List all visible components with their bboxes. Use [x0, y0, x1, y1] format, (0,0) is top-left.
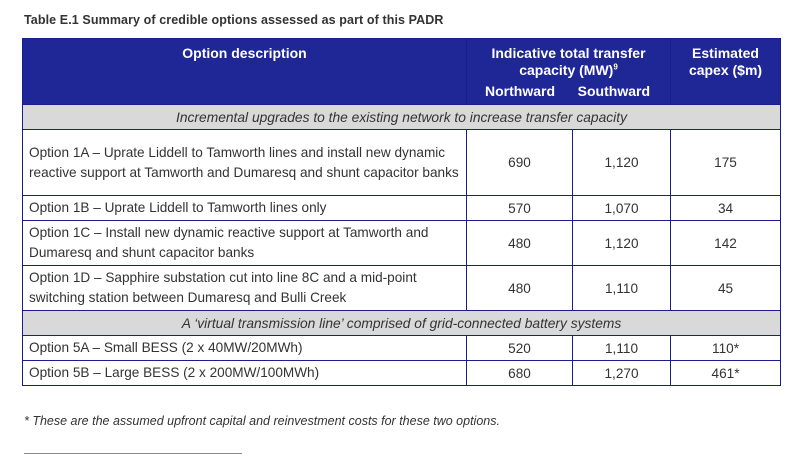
capex-cell: 34 [671, 196, 781, 221]
table-header-row [23, 39, 781, 105]
header-transfer-capacity-label [467, 45, 670, 79]
table-row [23, 266, 781, 311]
capex-cell: 45 [671, 266, 781, 311]
table-row [23, 196, 781, 221]
northward-capacity-cell: 680 [467, 361, 573, 386]
table-row [23, 130, 781, 196]
southward-capacity-cell: 1,120 [573, 221, 671, 266]
table-row [23, 336, 781, 361]
option-description-cell: Option 1B – Uprate Liddell to Tamworth lines only [23, 196, 467, 221]
footnote-divider [24, 453, 242, 454]
section-title: Incremental upgrades to the existing network to increase transfer capacity [23, 105, 781, 130]
southward-capacity-cell: 1,270 [573, 361, 671, 386]
section-header-row [23, 311, 781, 336]
capex-cell: 110* [671, 336, 781, 361]
northward-capacity-cell: 690 [467, 130, 573, 196]
header-capex: Estimated capex ($m) [671, 39, 781, 105]
table-footnote: * These are the assumed upfront capital and reinvestment costs for these two options. [24, 414, 500, 428]
header-transfer-capacity [467, 39, 671, 105]
section-title: A ‘virtual transmission line’ comprised of grid-connected battery systems [23, 311, 781, 336]
southward-capacity-cell: 1,110 [573, 266, 671, 311]
direction-subheaders [467, 79, 670, 100]
option-description-cell: Option 1A – Uprate Liddell to Tamworth lines and install new dynamic reactive support at Tamworth and Dumaresq and shunt capacitor banks [23, 130, 467, 196]
header-option-description: Option description [23, 39, 467, 105]
capex-cell: 142 [671, 221, 781, 266]
northward-capacity-cell: 520 [467, 336, 573, 361]
southward-capacity-cell: 1,120 [573, 130, 671, 196]
table-caption: Table E.1 Summary of credible options assessed as part of this PADR [24, 13, 444, 27]
option-description-cell: Option 1D – Sapphire substation cut into line 8C and a mid-point switching station between Dumaresq and Bulli Creek [23, 266, 467, 311]
table-row [23, 361, 781, 386]
northward-capacity-cell: 480 [467, 221, 573, 266]
transfer-capacity-text: Indicative total transfer capacity (MW) [491, 45, 646, 78]
table-row [23, 221, 781, 266]
option-description-cell: Option 5A – Small BESS (2 x 40MW/20MWh) [23, 336, 467, 361]
capex-cell: 461* [671, 361, 781, 386]
footnote-marker: 9 [613, 62, 618, 72]
header-northward: Northward [485, 83, 555, 99]
section-header-row [23, 105, 781, 130]
southward-capacity-cell: 1,070 [573, 196, 671, 221]
capex-cell: 175 [671, 130, 781, 196]
northward-capacity-cell: 480 [467, 266, 573, 311]
options-summary-table [22, 38, 781, 386]
option-description-cell: Option 5B – Large BESS (2 x 200MW/100MWh) [23, 361, 467, 386]
option-description-cell: Option 1C – Install new dynamic reactive support at Tamworth and Dumaresq and shunt capacitor banks [23, 221, 467, 266]
header-southward: Southward [577, 83, 651, 99]
southward-capacity-cell: 1,110 [573, 336, 671, 361]
northward-capacity-cell: 570 [467, 196, 573, 221]
